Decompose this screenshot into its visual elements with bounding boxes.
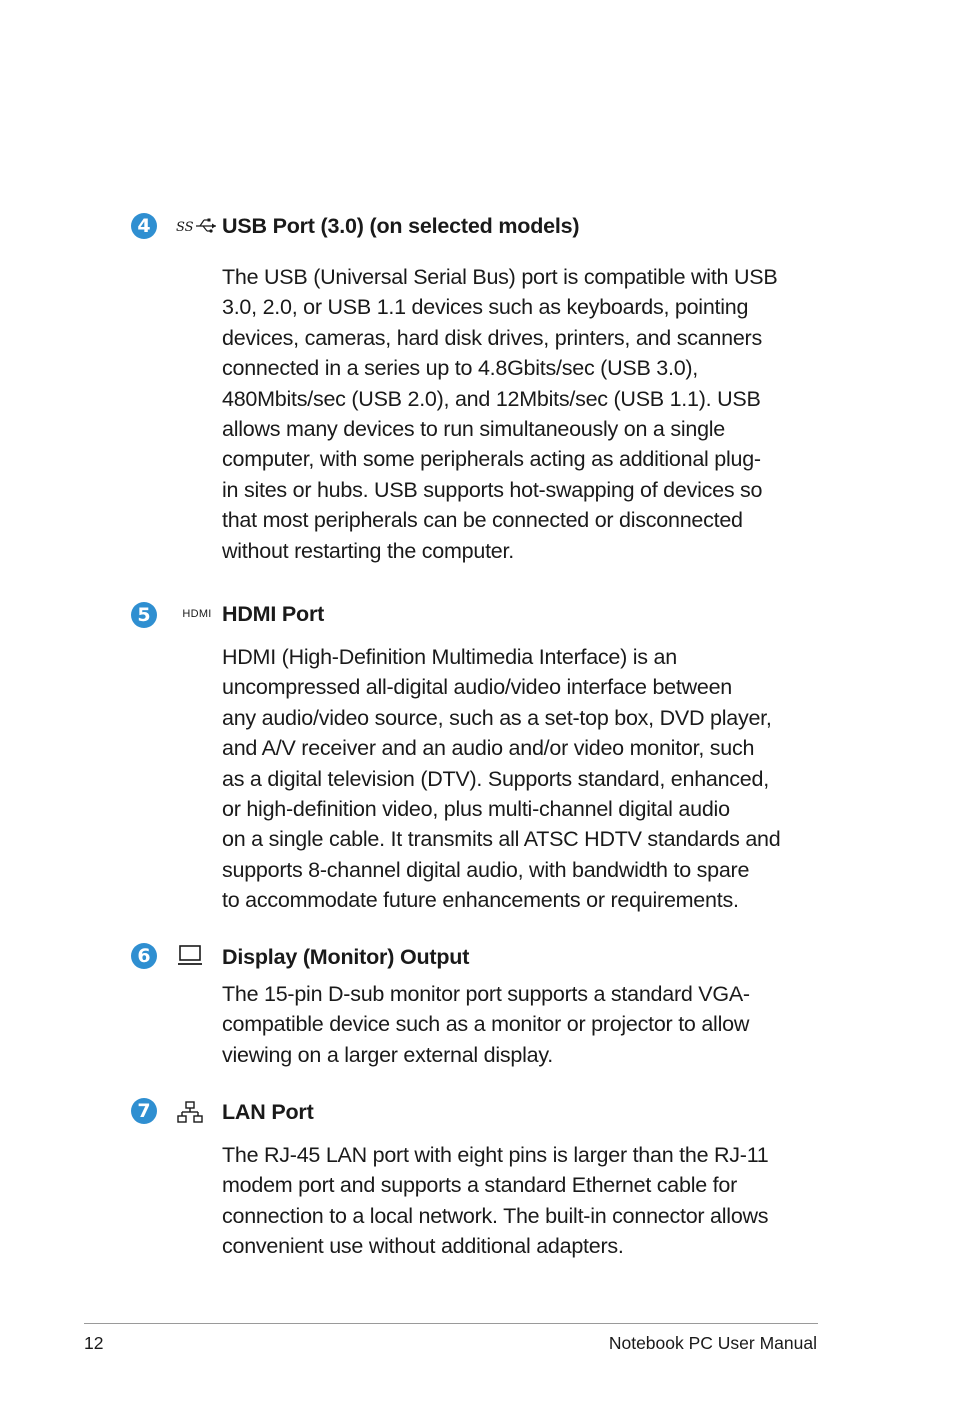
description-line: The USB (Universal Serial Bus) port is compatible with USB [222,265,778,289]
section-description [222,1140,822,1262]
item-number-badge: 7 [131,1098,157,1124]
description-line: supports 8-channel digital audio, with bandwidth to spare [222,857,750,882]
svg-text:SS: SS [176,220,194,235]
footer-divider [84,1323,818,1324]
description-line: The RJ-45 LAN port with eight pins is larger than the RJ-11 [222,1143,769,1167]
description-line: that most peripherals can be connected or disconnected [222,508,743,533]
description-line: 480Mbits/sec (USB 2.0), and 12Mbits/sec (USB 1.1). USB [222,386,761,411]
description-line: any audio/video source, such as a set-top box, DVD player, [222,705,772,730]
section-description [222,979,822,1070]
page-number: 12 [84,1333,104,1353]
description-line: The 15-pin D-sub monitor port supports a standard VGA- [222,982,750,1006]
hdmi-icon [176,603,218,625]
description-line: devices, cameras, hard disk drives, printers, and scanners [222,325,762,350]
description-line: and A/V receiver and an audio and/or video monitor, such [222,736,755,761]
section-description [222,642,822,916]
section-title: Display (Monitor) Output [222,945,470,969]
section-title: LAN Port [222,1100,314,1124]
description-line: without restarting the computer. [222,538,514,563]
description-line: compatible device such as a monitor or projector to allow [222,1012,750,1037]
description-line: computer, with some peripherals acting as additional plug- [222,447,761,472]
description-line: to accommodate future enhancements or requirements. [222,888,739,913]
description-line: as a digital television (DTV). Supports standard, enhanced, [222,766,769,791]
description-line: modem port and supports a standard Ethernet cable for [222,1173,738,1198]
item-number-badge: 5 [131,602,157,628]
description-line: viewing on a larger external display. [222,1042,553,1067]
description-line: HDMI (High-Definition Multimedia Interface) is an [222,645,677,669]
lan-network-icon [176,1099,204,1125]
usb-3-ss-icon [176,214,218,238]
description-line: 3.0, 2.0, or USB 1.1 devices such as keyboards, pointing [222,295,749,320]
monitor-icon [176,943,204,969]
description-line: connection to a local network. The built-in connector allows [222,1203,769,1228]
section-title: HDMI Port [222,602,325,626]
hdmi-icon-label: HDMI [182,608,212,620]
description-line: or high-definition video, plus multi-channel digital audio [222,797,730,822]
item-number-badge: 6 [131,943,157,969]
item-number-badge: 4 [131,213,157,239]
description-line: allows many devices to run simultaneously on a single [222,417,726,442]
description-line: connected in a series up to 4.8Gbits/sec (USB 3.0), [222,356,699,381]
description-line: convenient use without additional adapters. [222,1234,624,1259]
description-line: on a single cable. It transmits all ATSC HDTV standards and [222,827,781,852]
section-title: USB Port (3.0) (on selected models) [222,214,580,238]
description-line: uncompressed all-digital audio/video interface between [222,675,732,700]
manual-title: Notebook PC User Manual [608,1333,817,1353]
section-description [222,262,822,566]
description-line: in sites or hubs. USB supports hot-swapping of devices so [222,477,763,502]
